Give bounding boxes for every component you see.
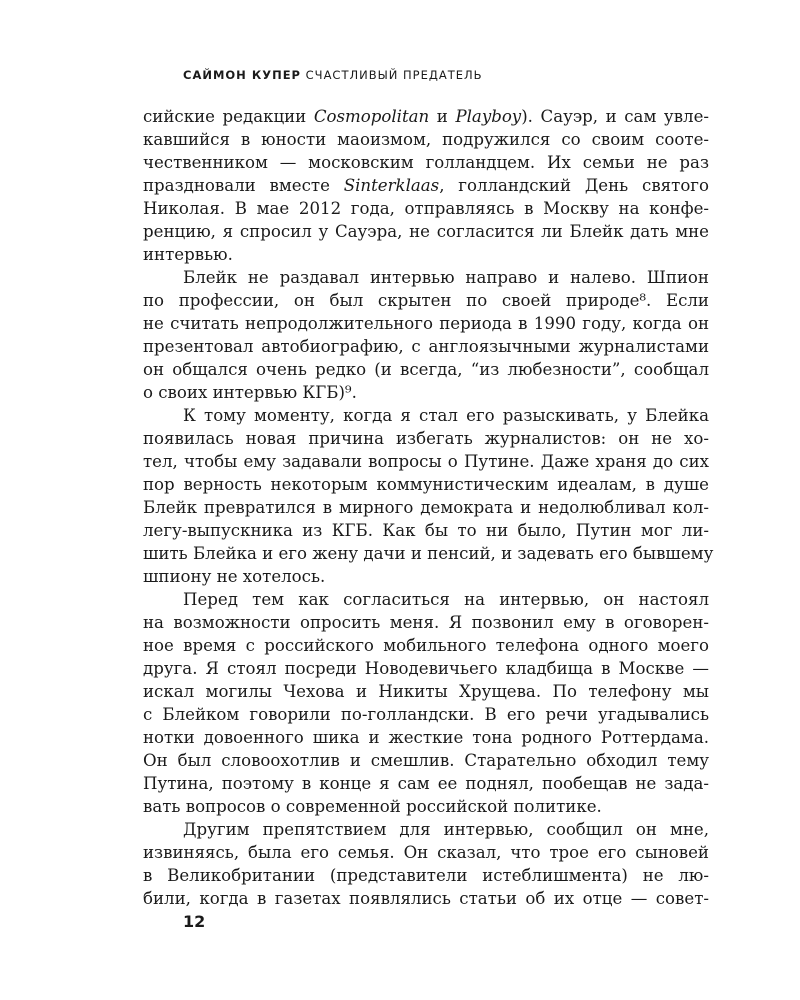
- text-line: праздновали вместе Sinterklaas, голландский День святого: [143, 176, 709, 195]
- text-line: появилась новая причина избегать журналистов: он не хо-: [143, 429, 709, 448]
- text-line: Николая. В мае 2012 года, отправляясь в Москву на конфе-: [143, 199, 709, 218]
- text-line: сийские редакции Cosmopolitan и Playboy). Сауэр, и сам увле-: [143, 107, 710, 126]
- running-head-title: СЧАСТЛИВЫЙ ПРЕДАТЕЛЬ: [305, 68, 483, 82]
- text-line: Блейк превратился в мирного демократа и недолюбливал кол-: [143, 498, 709, 517]
- text-line: шить Блейка и его жену дачи и пенсий, и задевать его бывшему: [143, 544, 714, 563]
- text-line: по профессии, он был скрытен по своей природе⁸. Если: [143, 291, 709, 310]
- text-line: интервью.: [143, 245, 233, 264]
- text-line: друга. Я стоял посреди Новодевичьего кладбища в Москве —: [143, 659, 709, 678]
- text-line: кавшийся в юности маоизмом, подружился со своим сооте-: [143, 130, 709, 149]
- running-head: [183, 68, 483, 82]
- text-line: не считать непродолжительного периода в 1990 году, когда он: [143, 314, 709, 333]
- text-line: извиняясь, была его семья. Он сказал, что трое его сыновей: [143, 843, 709, 862]
- text-line: Он был словоохотлив и смешлив. Старательно обходил тему: [143, 751, 709, 770]
- text-line: вать вопросов о современной российской политике.: [143, 797, 602, 816]
- text-line: в Великобритании (представители истеблишмента) не лю-: [143, 866, 709, 885]
- text-line: шпиону не хотелось.: [143, 567, 326, 586]
- text-line: ное время с российского мобильного телефона одного моего: [143, 636, 709, 655]
- text-line: нотки довоенного шика и жесткие тона родного Роттердама.: [143, 728, 709, 747]
- text-line: пор верность некоторым коммунистическим идеалам, в душе: [143, 475, 709, 494]
- text-line: К тому моменту, когда я стал его разыскивать, у Блейка: [183, 406, 709, 425]
- text-line: с Блейком говорили по-голландски. В его речи угадывались: [143, 705, 709, 724]
- text-line: Перед тем как согласиться на интервью, он настоял: [183, 590, 709, 609]
- text-line: на возможности опросить меня. Я позвонил ему в оговорен-: [143, 613, 709, 632]
- text-line: он общался очень редко (и всегда, “из любезности”, сообщал: [143, 360, 709, 379]
- text-line: ренцию, я спросил у Сауэра, не согласится ли Блейк дать мне: [143, 222, 709, 241]
- text-line: чественником — московским голландцем. Их семьи не раз: [143, 153, 709, 172]
- text-line: Другим препятствием для интервью, сообщил он мне,: [183, 820, 709, 839]
- text-line: о своих интервью КГБ)⁹.: [143, 383, 357, 402]
- text-line: искал могилы Чехова и Никиты Хрущева. По телефону мы: [143, 682, 709, 701]
- text-line: Блейк не раздавал интервью направо и налево. Шпион: [183, 268, 709, 287]
- text-line: Путина, поэтому в конце я сам ее поднял, пообещав не зада-: [143, 774, 709, 793]
- page-number: 12: [183, 912, 206, 931]
- text-line: презентовал автобиографию, с англоязычными журналистами: [143, 337, 709, 356]
- text-line: били, когда в газетах появлялись статьи об их отце — совет-: [143, 889, 709, 908]
- running-head-author: САЙМОН КУПЕР: [183, 68, 301, 82]
- body-text: [143, 105, 714, 910]
- text-line: легу-выпускника из КГБ. Как бы то ни было, Путин мог ли-: [143, 521, 709, 540]
- text-line: тел, чтобы ему задавали вопросы о Путине. Даже храня до сих: [143, 452, 709, 471]
